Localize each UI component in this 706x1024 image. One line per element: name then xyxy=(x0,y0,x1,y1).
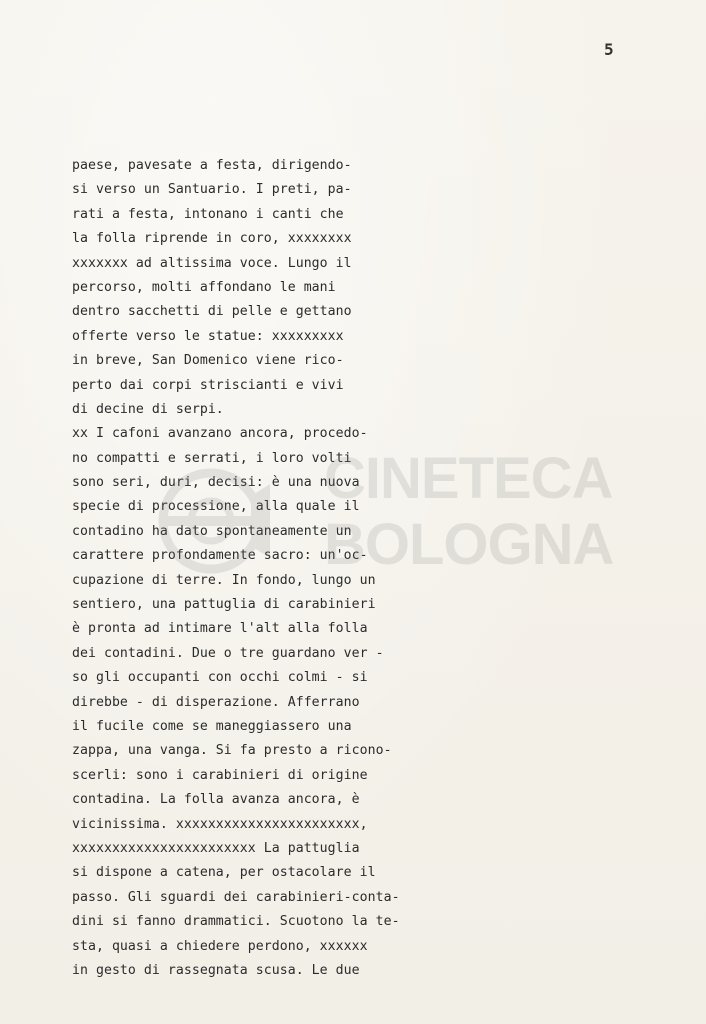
text-line: so gli occupanti con occhi colmi - si xyxy=(72,670,368,686)
text-line: di decine di serpi. xyxy=(72,401,224,417)
text-line: percorso, molti affondano le mani xyxy=(72,279,336,295)
typewritten-body xyxy=(72,154,432,983)
text-line: dei contadini. Due o tre guardano ver - xyxy=(72,645,384,661)
text-line: passo. Gli sguardi dei carabinieri-conta- xyxy=(72,889,400,905)
text-line: in breve, San Domenico viene rico- xyxy=(72,353,344,369)
text-line: paese, pavesate a festa, dirigendo- xyxy=(72,158,352,173)
text-line: sentiero, una pattuglia di carabinieri xyxy=(72,597,376,613)
text-line: specie di processione, alla quale il xyxy=(72,499,360,515)
text-line: la folla riprende in coro, xxxxxxxx xyxy=(72,231,352,247)
text-line: si dispone a catena, per ostacolare il xyxy=(72,865,376,881)
text-line: sono seri, duri, decisi: è una nuova xyxy=(72,475,360,491)
text-line: sta, quasi a chiedere perdono, xxxxxx xyxy=(72,938,368,954)
text-line: dini si fanno drammatici. Scuotono la te- xyxy=(72,914,400,930)
text-line: cupazione di terre. In fondo, lungo un xyxy=(72,572,376,588)
watermark-line-2: BOLOGNA xyxy=(324,512,614,577)
text-line: zappa, una vanga. Si fa presto a ricono- xyxy=(72,743,392,759)
text-line: xxxxxxxxxxxxxxxxxxxxxxx La pattuglia xyxy=(72,840,360,856)
text-line: vicinissima. xxxxxxxxxxxxxxxxxxxxxxx, xyxy=(72,816,368,832)
page-number: 5 xyxy=(604,40,614,59)
text-line: xx I cafoni avanzano ancora, procedo- xyxy=(72,426,368,442)
text-line: direbbe - di disperazione. Afferrano xyxy=(72,694,360,710)
text-line: scerli: sono i carabinieri di origine xyxy=(72,767,368,783)
text-line: è pronta ad intimare l'alt alla folla xyxy=(72,621,368,637)
text-line: xxxxxxx ad altissima voce. Lungo il xyxy=(72,255,352,271)
text-line: dentro sacchetti di pelle e gettano xyxy=(72,304,352,320)
text-line: perto dai corpi striscianti e vivi xyxy=(72,377,344,393)
text-line: carattere profondamente sacro: un'oc- xyxy=(72,548,368,564)
watermark-line-1: CINETECA xyxy=(324,446,613,511)
text-line: contadina. La folla avanza ancora, è xyxy=(72,792,360,808)
text-line: contadino ha dato spontaneamente un xyxy=(72,523,352,539)
text-line: il fucile come se maneggiassero una xyxy=(72,718,352,734)
text-line: no compatti e serrati, i loro volti xyxy=(72,450,352,466)
text-line: si verso un Santuario. I preti, pa- xyxy=(72,182,352,198)
text-line: rati a festa, intonano i canti che xyxy=(72,206,344,222)
text-line: in gesto di rassegnata scusa. Le due xyxy=(72,962,360,978)
text-line: offerte verso le statue: xxxxxxxxx xyxy=(72,328,344,344)
